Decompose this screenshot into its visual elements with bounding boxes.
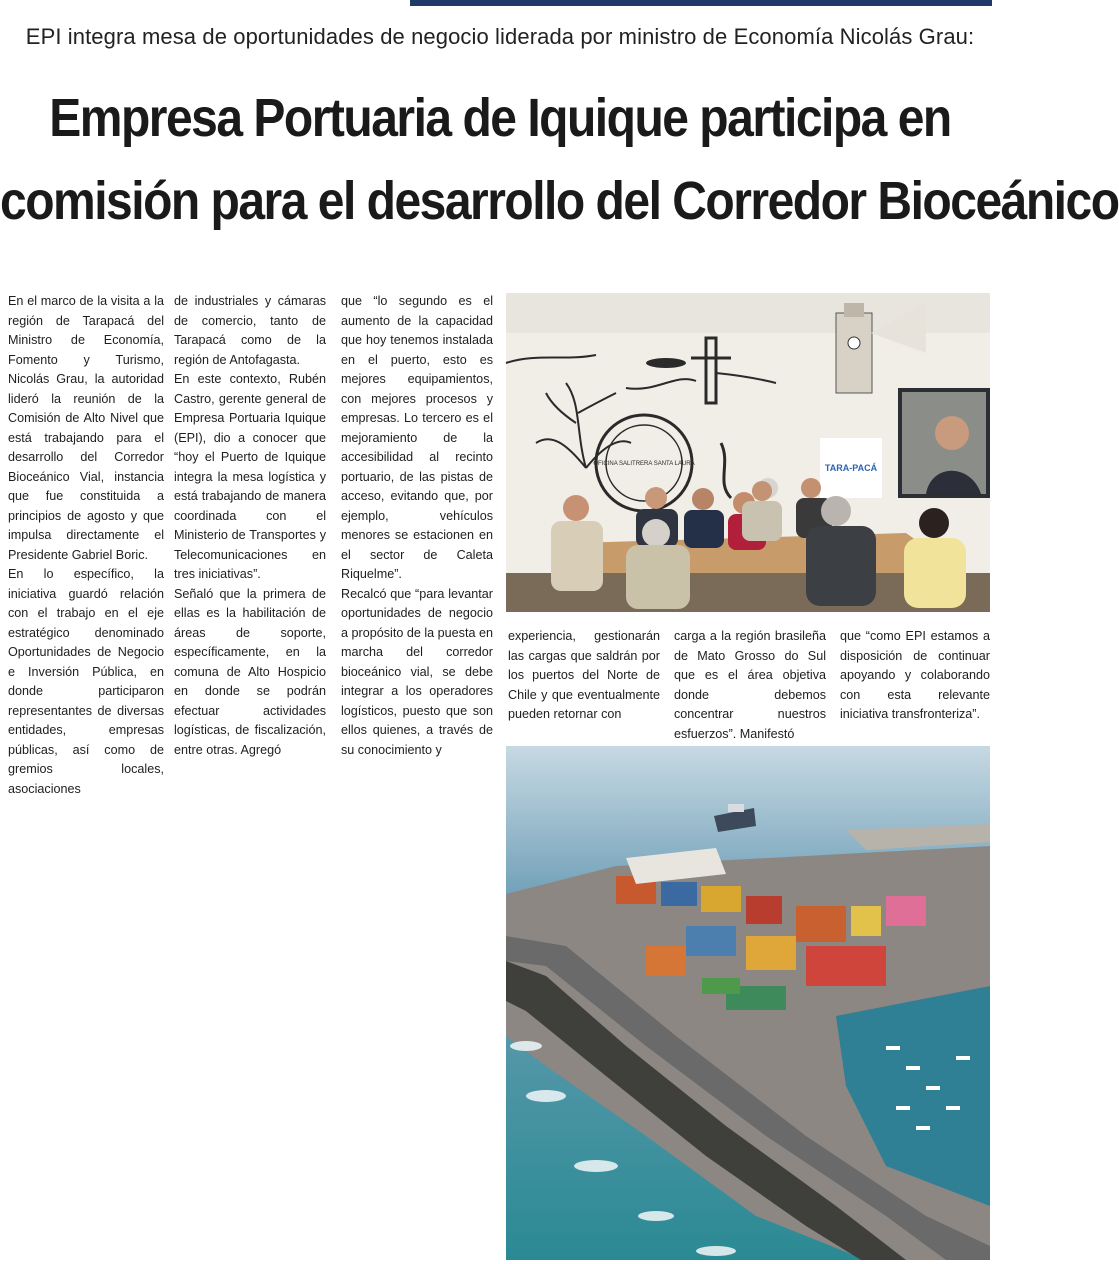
port-aerial-photo	[506, 746, 990, 1260]
article-column-1	[8, 292, 164, 799]
article-column-4	[508, 627, 660, 725]
paragraph: En lo específico, la iniciativa guardó relación con el trabajo en el eje estratégico denominado Oportunidades de Negocio e Inversión Pública, en donde participaron representantes de diversas entidades, empresas públicas, así como de gremios locales, asociaciones	[8, 567, 164, 796]
paragraph: experiencia, gestionarán las cargas que saldrán por los puertos del Norte de Chile y que eventualmente pueden retornar con	[508, 629, 660, 721]
sign-text: TARA-PACÁ	[824, 463, 878, 473]
article-column-5	[674, 627, 826, 744]
paragraph: Recalcó que “para levantar oportunidades de negocio a propósito de la puesta en marcha del corredor bioceánico vial, se debe integrar a los operadores logísticos, puesto que son ellos quienes, a través de su conocimiento y	[341, 586, 493, 757]
article-column-3	[341, 292, 493, 760]
mural-text: OFICINA SALITRERA SANTA LAURA	[593, 461, 695, 467]
meeting-photo	[506, 293, 990, 612]
headline-line-2: comisión para el desarrollo del Corredor Bioceánico	[0, 172, 1119, 232]
paragraph: carga a la región brasileña de Mato Grosso do Sul que es el área objetiva donde debemos concentrar nuestros esfuerzos”. Manifestó	[674, 629, 826, 741]
paragraph: que “lo segundo es el aumento de la capacidad que hoy tenemos instalada en el puerto, esto es mejores equipamientos, con mejores procesos y empresas. Lo tercero es el mejoramiento de la accesibilidad al recinto portuario, de las pistas de acceso, evitando que, por ejemplo, vehículos menores se estacionen en el sector de Caleta Riquelme”.	[341, 294, 493, 581]
article-column-2	[174, 292, 326, 760]
article-column-6	[840, 627, 990, 725]
paragraph: de industriales y cámaras de comercio, tanto de Tarapacá como de la región de Antofagasta.	[174, 294, 326, 367]
paragraph: En el marco de la visita a la región de Tarapacá del Ministro de Economía, Fomento y Turismo, Nicolás Grau, la autoridad lideró la reunión de la Comisión de Alto Nivel que está trabajando para el desarrollo del Corredor Bioceánico Vial, instancia que fue constituida a principios de agosto y que impulsa directamente el Presidente Gabriel Boric.	[8, 294, 164, 562]
paragraph: En este contexto, Rubén Castro, gerente general de Empresa Portuaria Iquique (EPI), dio a conocer que “hoy el Puerto de Iquique integra la mesa logística y está trabajando de manera coordinada con el Ministerio de Transportes y Telecomunicaciones en tres iniciativas”.	[174, 372, 326, 581]
headline-line-1: Empresa Portuaria de Iquique participa en	[49, 89, 951, 149]
kicker: EPI integra mesa de oportunidades de negocio liderada por ministro de Economía Nicolás Grau:	[25, 24, 975, 49]
paragraph: Señaló que la primera de ellas es la habilitación de áreas de soporte, específicamente, en la comuna de Alto Hospicio en donde se podrán efectuar actividades logísticas, de fiscalización, entre otras. Agregó	[174, 586, 326, 757]
paragraph: que “como EPI estamos a disposición de continuar apoyando y colaborando con esta relevante iniciativa transfronteriza”.	[840, 629, 990, 721]
headline	[0, 78, 1119, 244]
top-color-bar	[410, 0, 992, 6]
